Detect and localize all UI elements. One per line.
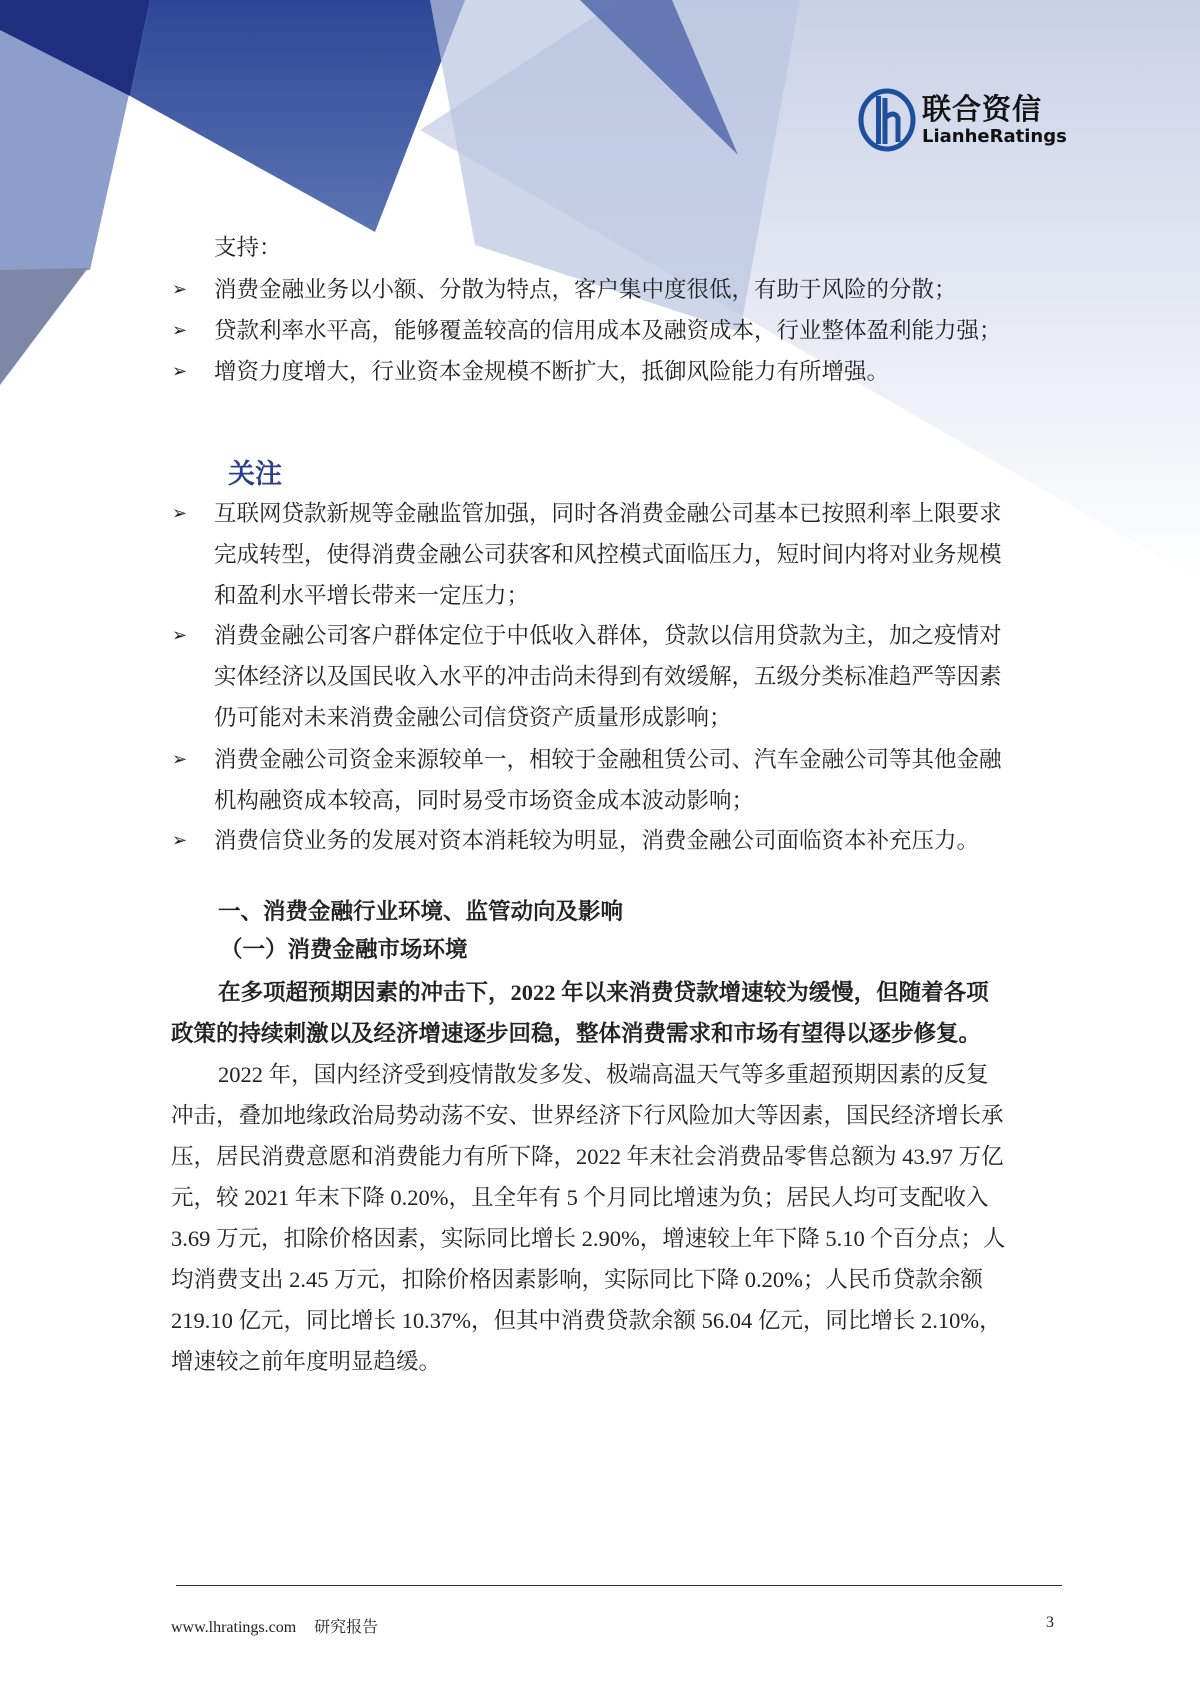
bullet-arrow-icon: ➢ [172,830,188,851]
focus-item-line: 消费信贷业务的发展对资本消耗较为明显，消费金融公司面临资本补充压力。 [214,828,980,853]
bullet-arrow-icon: ➢ [172,361,188,382]
summary-line: 在多项超预期因素的冲击下，2022 年以来消费贷款增速较为缓慢，但随着各项 [218,980,989,1005]
body-line: 均消费支出 2.45 万元，扣除价格因素影响，实际同比下降 0.20%；人民币贷款余额 [171,1267,983,1292]
focus-heading: 关注 [228,459,282,490]
body-line: 增速较之前年度明显趋缓。 [171,1349,442,1374]
lianhe-ratings-logo [858,88,1067,152]
focus-item-line: 和盈利水平增长带来一定压力； [214,583,530,608]
focus-item-line: 实体经济以及国民收入水平的冲击尚未得到有效缓解，五级分类标准趋严等因素 [214,664,1002,689]
logo-en-text: LianheRatings [922,126,1067,147]
focus-item-line: 消费金融公司资金来源较单一，相较于金融租赁公司、汽车金融公司等其他金融 [214,747,1002,772]
footer-left [171,1614,378,1637]
bullet-arrow-icon: ➢ [172,320,188,341]
support-item: 消费金融业务以小额、分散为特点，客户集中度很低，有助于风险的分散； [214,277,957,302]
logo-cn-text: 联合资信 [922,92,1043,126]
support-item: 贷款利率水平高，能够覆盖较高的信用成本及融资成本，行业整体盈利能力强； [214,318,1002,343]
focus-item-line: 机构融资成本较高，同时易受市场资金成本波动影响； [214,788,755,813]
focus-item-line: 互联网贷款新规等金融监管加强，同时各消费金融公司基本已按照利率上限要求 [214,501,1002,526]
body-line: 冲击，叠加地缘政治局势动荡不安、世界经济下行风险加大等因素，国民经济增长承 [171,1103,1004,1128]
lianhe-logo-icon [858,88,916,152]
bullet-arrow-icon: ➢ [172,503,188,524]
support-item: 增资力度增大，行业资本金规模不断扩大，抵御风险能力有所增强。 [214,359,890,384]
section-subheading: （一）消费金融市场环境 [220,937,468,962]
focus-item-line: 完成转型，使得消费金融公司获客和风控模式面临压力，短时间内将对业务规模 [214,542,1002,567]
focus-item-line: 仍可能对未来消费金融公司信贷资产质量形成影响； [214,705,732,730]
body-line: 元，较 2021 年末下降 0.20%，且全年有 5 个月同比增速为负；居民人均可支配收入 [171,1185,989,1210]
summary-line: 政策的持续刺激以及经济增速逐步回稳，整体消费需求和市场有望得以逐步修复。 [171,1021,982,1046]
body-line: 2022 年，国内经济受到疫情散发多发、极端高温天气等多重超预期因素的反复 [218,1062,989,1087]
page-number: 3 [1046,1614,1054,1631]
body-line: 219.10 亿元，同比增长 10.37%，但其中消费贷款余额 56.04 亿元，同比增长 2.10%， [171,1308,1002,1333]
focus-item-line: 消费金融公司客户群体定位于中低收入群体，贷款以信用贷款为主，加之疫情对 [214,623,1002,648]
body-line: 3.69 万元，扣除价格因素，实际同比增长 2.90%，增速较上年下降 5.10 个百分点；人 [171,1226,1006,1251]
section-heading: 一、消费金融行业环境、监管动向及影响 [218,899,624,924]
body-line: 压，居民消费意愿和消费能力有所下降，2022 年末社会消费品零售总额为 43.97 万亿 [171,1144,1004,1169]
support-lead: 支持： [214,235,282,260]
footer-label: 研究报告 [314,1619,379,1636]
bullet-arrow-icon: ➢ [172,279,188,300]
bullet-arrow-icon: ➢ [172,749,188,770]
footer-divider [176,1585,1062,1586]
bullet-arrow-icon: ➢ [172,625,188,646]
footer-site-link[interactable]: www.lhratings.com [171,1619,297,1636]
